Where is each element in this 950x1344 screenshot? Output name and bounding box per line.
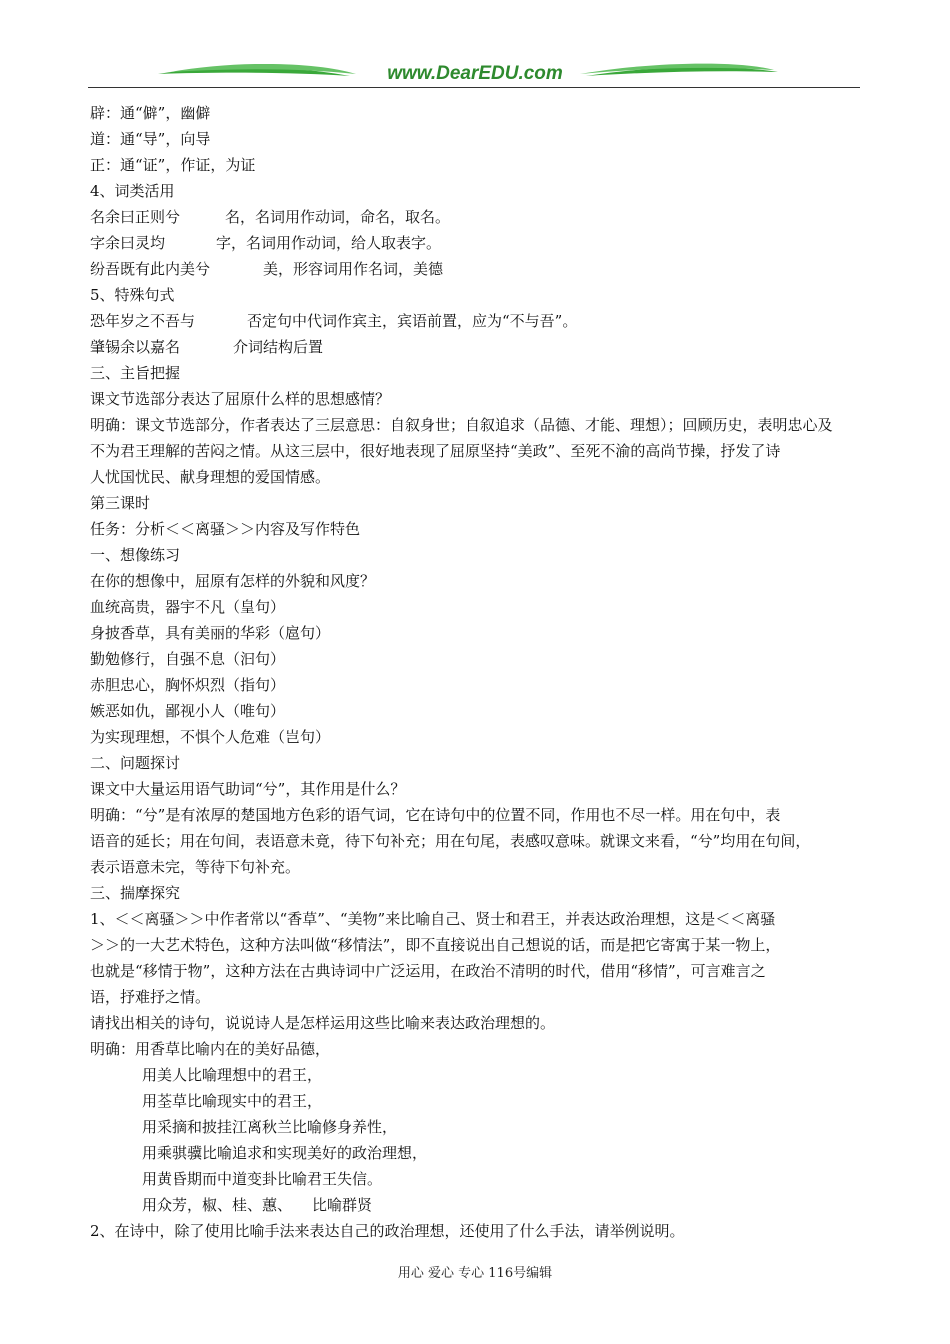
answer-list-item: 用荃草比喻现实中的君王， [142, 1092, 323, 1110]
answer-list-item: 用黄昏期而中道变卦比喻君王失信。 [142, 1170, 383, 1188]
list-item: 身披香草，具有美丽的华彩（扈句） [90, 624, 331, 642]
section-heading: 5、特殊句式 [90, 286, 175, 304]
paragraph-line: 1、＜＜离骚＞＞中作者常以“香草”、“美物”来比喻自己、贤士和君王，并表达政治理想，这是＜＜离骚 [90, 910, 776, 928]
site-header-banner [88, 52, 862, 92]
list-item: 嫉恶如仇，鄙视小人（唯句） [90, 702, 286, 720]
paragraph-line: ＞＞的一大艺术特色，这种方法叫做“移情法”，即不直接说出自己想说的话，而是把它寄寓于某一物上， [90, 936, 781, 954]
section-heading: 一、想像练习 [90, 546, 181, 564]
header-divider [88, 87, 860, 88]
answer-list-item [90, 1192, 862, 1218]
answer-list-explanation: 比喻群贤 [312, 1196, 373, 1214]
paragraph-line: 语音的延长；用在句间，表语意未竟，待下句补充；用在句尾，表感叹意味。就课文来看，“兮”均用在句间， [90, 832, 811, 850]
page-footer: 用心 爱心 专心 116号编辑 [397, 1266, 553, 1281]
list-item: 血统高贵，器宇不凡（皇句） [90, 598, 286, 616]
example-explanation: 否定句中代词作宾主，宾语前置，应为“不与吾”。 [247, 312, 578, 330]
task-text: 任务：分析＜＜离骚＞＞内容及写作特色 [90, 520, 361, 538]
example-row [90, 334, 862, 360]
section-heading: 4、词类活用 [90, 182, 175, 200]
answer-paragraph [90, 802, 862, 880]
green-swoosh-logo [88, 52, 862, 92]
list-item: 赤胆忠心，胸怀炽烈（指句） [90, 676, 286, 694]
site-url-text: www.DearEDU.com [387, 63, 563, 84]
list-item: 为实现理想，不惧个人危难（岂句） [90, 728, 331, 746]
paragraph-line: 也就是“移情于物”，这种方法在古典诗词中广泛运用，在政治不清明的时代，借用“移情”，可言难言之 [90, 962, 766, 980]
lesson-heading: 第三课时 [90, 494, 151, 512]
paragraph-line: 明确：课文节选部分，作者表达了三层意思：自叙身世；自叙追求（品德、才能、理想）；回顾历史，表明忠心及 [90, 416, 833, 434]
paragraph-line: 明确：“兮”是有浓厚的楚国地方色彩的语气词，它在诗句中的位置不同，作用也不尽一样。用在句中，表 [90, 806, 781, 824]
document-body [90, 100, 862, 1244]
answer-list-item: 用美人比喻理想中的君王， [142, 1066, 323, 1084]
example-phrase: 字余曰灵均 [90, 234, 166, 252]
paragraph-line: 表示语意未完，等待下句补充。 [90, 858, 301, 876]
section-heading: 三、揣摩探究 [90, 884, 181, 902]
example-row [90, 230, 862, 256]
answer-list-item: 用采摘和披挂江离秋兰比喻修身养性， [142, 1118, 398, 1136]
text-line: 道：通“导”，向导 [90, 130, 211, 148]
example-phrase: 名余曰正则兮 [90, 208, 181, 226]
example-phrase: 肇锡余以嘉名 [90, 338, 181, 356]
answer-list-intro: 明确：用香草比喻内在的美好品德， [90, 1040, 331, 1058]
question-text: 在你的想像中，屈原有怎样的外貌和风度？ [90, 572, 376, 590]
answer-paragraph [90, 412, 862, 490]
section-heading: 三、主旨把握 [90, 364, 181, 382]
paragraph-line: 不为君王理解的苦闷之情。从这三层中，很好地表现了屈原坚持“美政”、至死不渝的高尚节操，抒发了诗 [90, 442, 781, 460]
example-explanation: 名，名词用作动词，命名，取名。 [225, 208, 451, 226]
example-row [90, 256, 862, 282]
example-explanation: 介词结构后置 [233, 338, 324, 356]
paragraph-line: 人忧国忧民、献身理想的爱国情感。 [90, 468, 331, 486]
question-text: 请找出相关的诗句，说说诗人是怎样运用这些比喻来表达政治理想的。 [90, 1014, 556, 1032]
example-row [90, 308, 862, 334]
example-phrase: 恐年岁之不吾与 [90, 312, 196, 330]
example-explanation: 字，名词用作动词，给人取表字。 [216, 234, 442, 252]
example-phrase: 纷吾既有此内美兮 [90, 260, 211, 278]
question-text: 课文中大量运用语气助词“兮”，其作用是什么？ [90, 780, 406, 798]
answer-list-item: 用乘骐骥比喻追求和实现美好的政治理想， [142, 1144, 428, 1162]
list-item: 勤勉修行，自强不息（汩句） [90, 650, 286, 668]
body-paragraph [90, 906, 862, 1010]
question-text: 2、在诗中，除了使用比喻手法来表达自己的政治理想，还使用了什么手法，请举例说明。 [90, 1222, 685, 1240]
example-explanation: 美，形容词用作名词，美德 [263, 260, 444, 278]
paragraph-line: 语，抒难抒之情。 [90, 988, 211, 1006]
answer-list-phrase: 用众芳，椒、桂、蕙、 [142, 1196, 293, 1214]
example-row [90, 204, 862, 230]
text-line: 辟：通“僻”，幽僻 [90, 104, 211, 122]
text-line: 正：通“证”，作证，为证 [90, 156, 256, 174]
section-heading: 二、问题探讨 [90, 754, 181, 772]
question-text: 课文节选部分表达了屈原什么样的思想感情？ [90, 390, 391, 408]
